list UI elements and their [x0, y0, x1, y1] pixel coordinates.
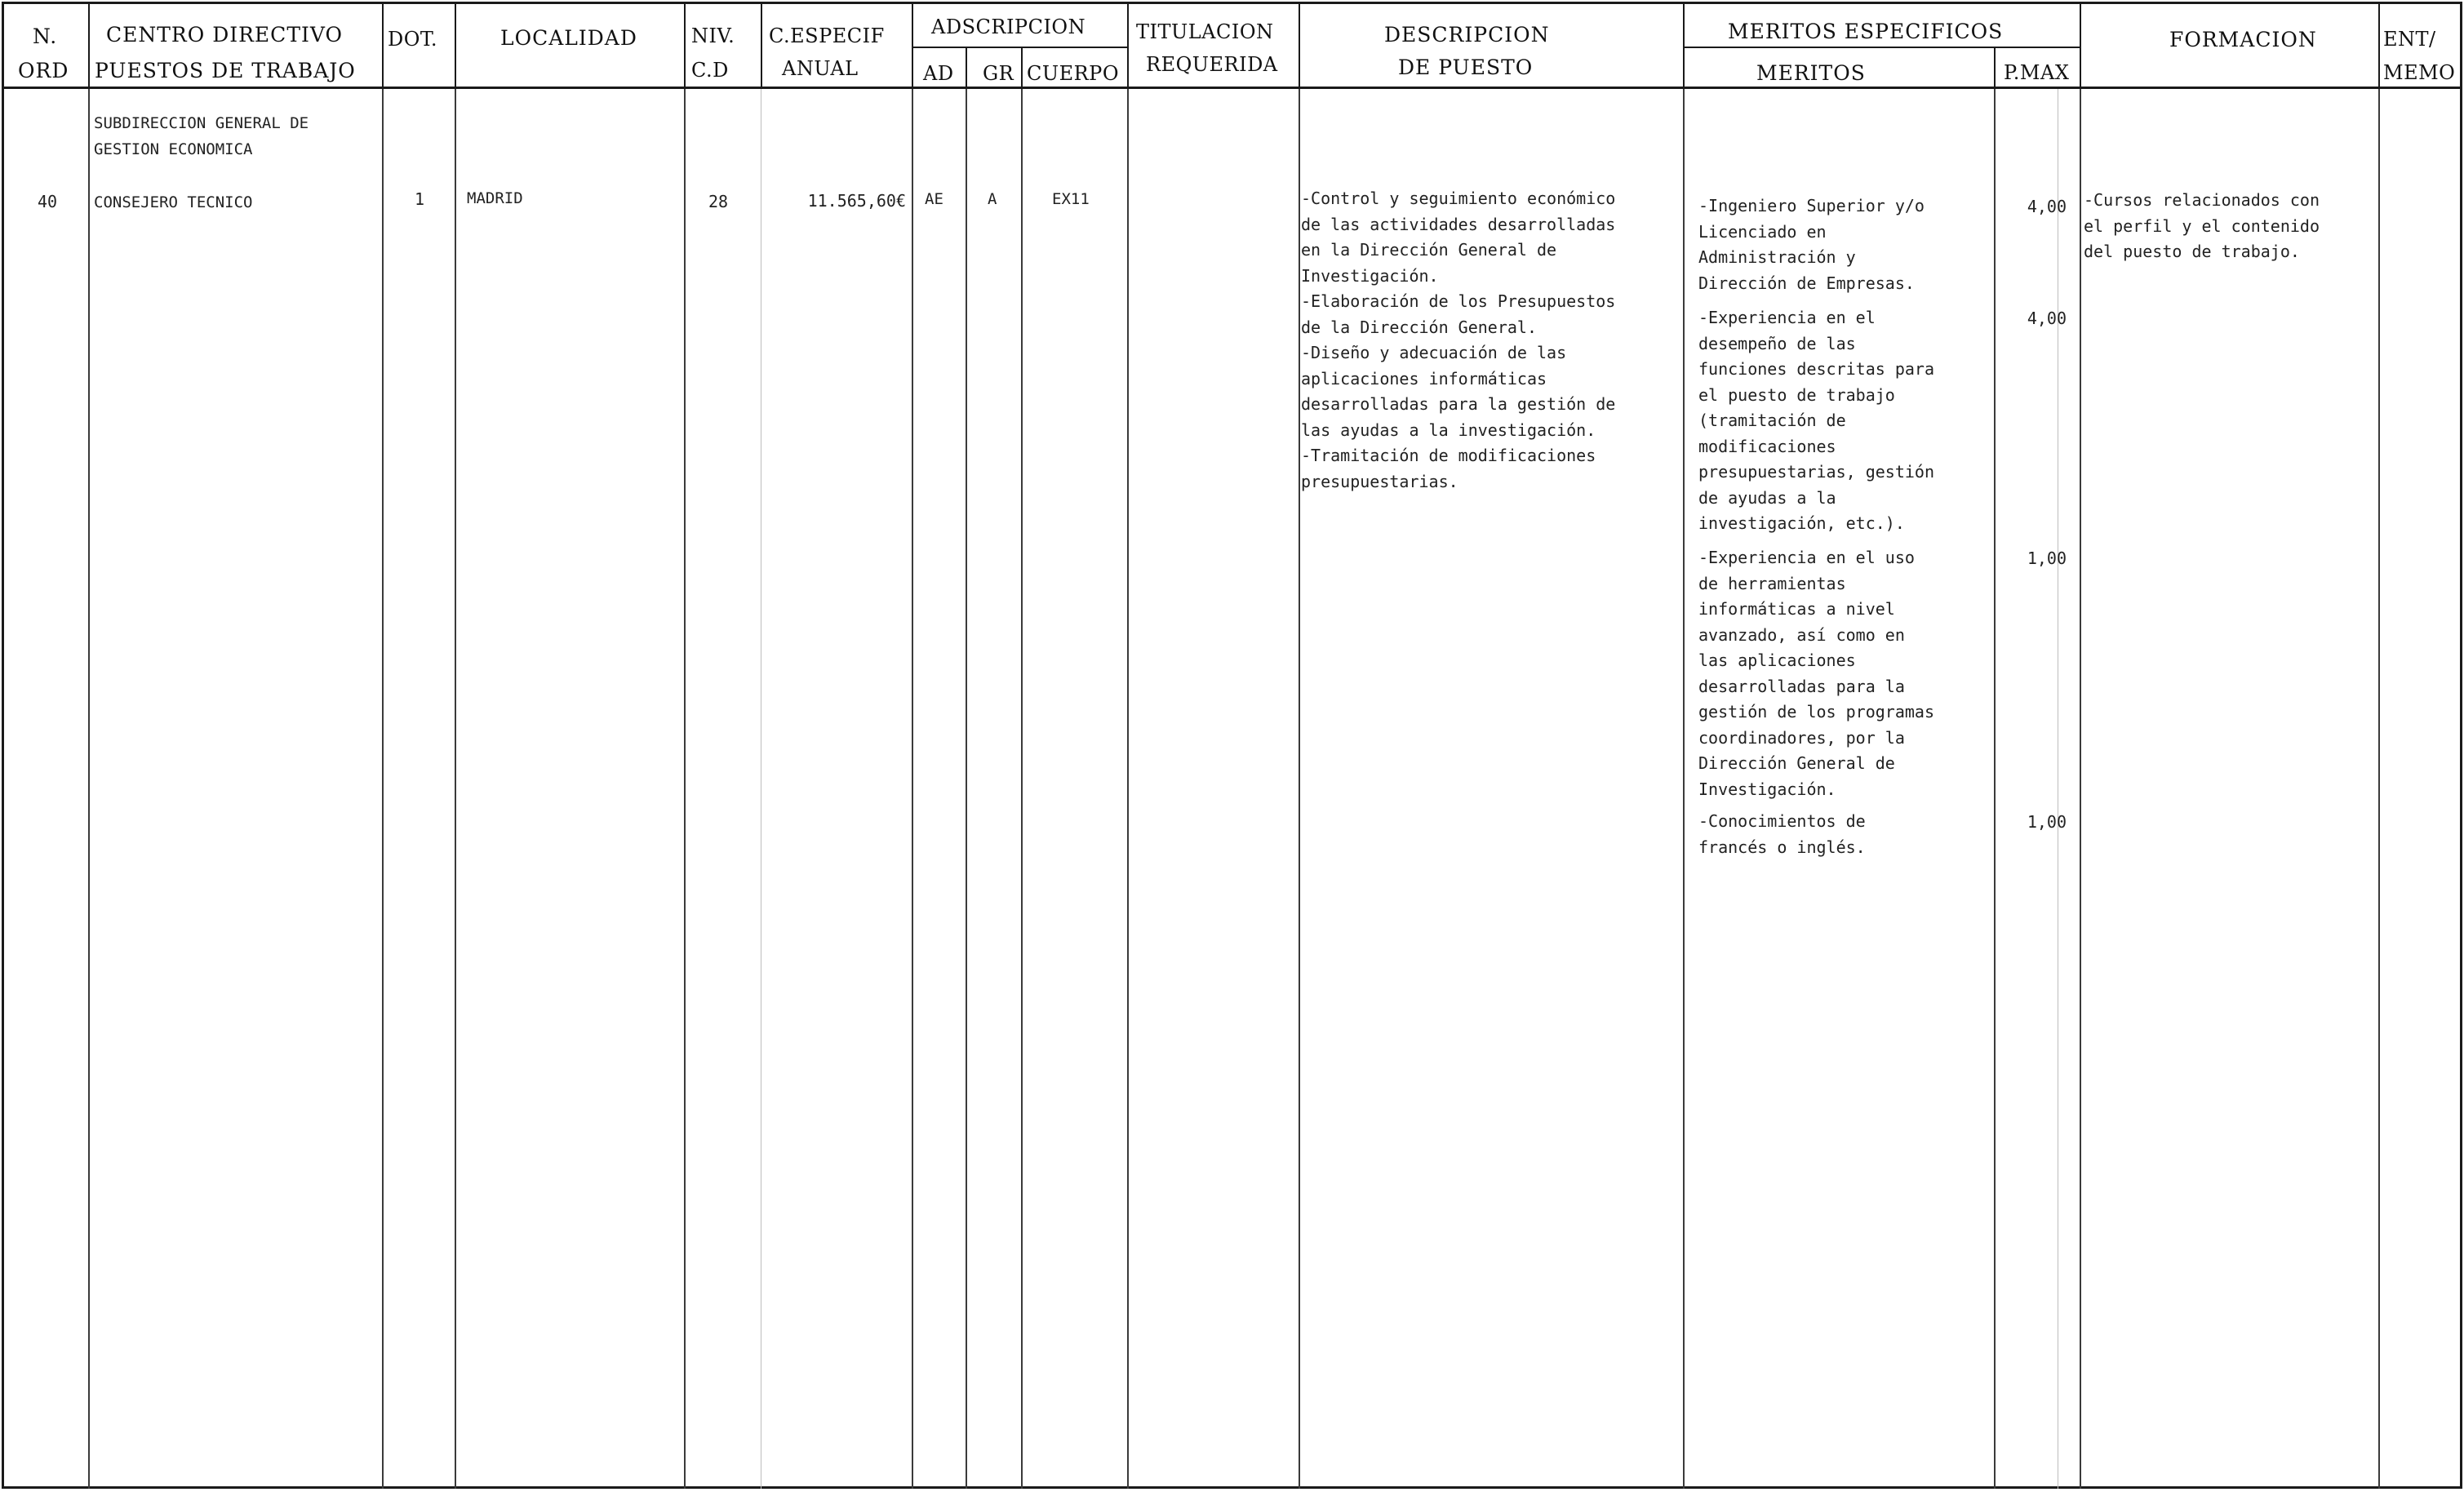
adscripcion-subheader-rule	[912, 47, 1128, 48]
col-divider	[1683, 2, 1685, 87]
body-col-divider	[455, 89, 456, 1489]
descripcion-line: Investigación.	[1301, 265, 1439, 286]
header-memo: MEMO	[2383, 61, 2456, 84]
header-meritos-especificos: MERITOS ESPECIFICOS	[1728, 20, 2004, 43]
body-col-divider	[1994, 89, 1996, 1489]
header-adscripcion: ADSCRIPCION	[931, 16, 1086, 38]
merito-line: Dirección General de	[1698, 753, 1895, 773]
merito-pmax: 4,00	[2027, 309, 2067, 328]
body-col-divider	[382, 89, 384, 1489]
header-requerida: REQUERIDA	[1146, 53, 1278, 76]
header-meritos: MERITOS	[1756, 61, 1866, 85]
merito-line: de herramientas	[1698, 573, 1846, 593]
merito-item	[1698, 809, 1866, 860]
body-col-divider	[912, 89, 913, 1489]
body-col-divider	[1299, 89, 1300, 1489]
header-cuerpo: CUERPO	[1027, 62, 1120, 85]
descripcion-line: de las actividades desarrolladas	[1301, 214, 1616, 234]
merito-line: investigación, etc.).	[1698, 513, 1905, 533]
header-dot: DOT.	[388, 28, 438, 51]
meritos-subheader-rule	[1683, 47, 2080, 48]
body-col-divider	[2080, 89, 2081, 1489]
descripcion-line: -Tramitación de modificaciones	[1301, 446, 1596, 465]
row-n-ord: 40	[38, 192, 58, 211]
merito-pmax: 1,00	[2027, 548, 2067, 568]
row-complemento-especifico: 11.565,60€	[807, 191, 906, 211]
row-formacion	[2084, 188, 2320, 265]
col-divider	[1994, 47, 1996, 87]
merito-line: Investigación.	[1698, 779, 1836, 799]
header-ent: ENT/	[2383, 28, 2436, 51]
header-bottom-rule	[2, 87, 2462, 89]
col-divider	[455, 2, 456, 87]
col-divider	[88, 2, 90, 87]
descripcion-line: aplicaciones informáticas	[1301, 368, 1547, 389]
header-localidad: LOCALIDAD	[500, 26, 637, 50]
merito-line: de ayudas a la	[1698, 487, 1836, 508]
body-col-divider	[1683, 89, 1685, 1489]
formacion-line: del puesto de trabajo.	[2084, 242, 2300, 261]
section-title-line-1: SUBDIRECCION GENERAL DE	[94, 114, 309, 132]
merito-line: las aplicaciones	[1698, 651, 1856, 670]
header-pmax: P.MAX	[2004, 61, 2070, 84]
body-col-divider	[966, 89, 967, 1489]
col-divider	[761, 2, 762, 87]
descripcion-line: -Diseño y adecuación de las	[1301, 343, 1567, 362]
merito-line: desempeño de las	[1698, 333, 1856, 353]
col-divider	[1299, 2, 1300, 87]
merito-line: francés o inglés.	[1698, 837, 1866, 857]
descripcion-line: desarrolladas para la gestión de	[1301, 394, 1616, 414]
header-titulacion: TITULACION	[1136, 20, 1274, 43]
col-divider	[912, 2, 913, 87]
merito-line: el puesto de trabajo	[1698, 384, 1895, 405]
merito-line: modificaciones	[1698, 436, 1836, 456]
formacion-line: -Cursos relacionados con	[2084, 190, 2320, 210]
col-divider	[2080, 2, 2081, 87]
merito-line: desarrolladas para la	[1698, 676, 1905, 696]
header-centro-directivo: CENTRO DIRECTIVO	[106, 23, 343, 47]
merito-pmax: 4,00	[2027, 197, 2067, 216]
merito-line: Administración y	[1698, 247, 1856, 267]
col-divider	[1021, 47, 1023, 87]
merito-line: coordinadores, por la	[1698, 727, 1905, 748]
merito-item	[1698, 305, 1934, 537]
header-niv: NIV.	[691, 24, 735, 47]
descripcion-line: las ayudas a la investigación.	[1301, 420, 1596, 440]
merito-pmax: 1,00	[2027, 812, 2067, 832]
header-anual: ANUAL	[782, 57, 859, 80]
header-de-puesto: DE PUESTO	[1398, 56, 1534, 79]
merito-line: -Conocimientos de	[1698, 811, 1866, 831]
body-col-divider	[684, 89, 686, 1489]
row-ad: AE	[925, 190, 943, 208]
descripcion-line: de la Dirección General.	[1301, 317, 1537, 337]
row-localidad: MADRID	[467, 189, 523, 207]
row-descripcion	[1301, 186, 1615, 495]
merito-line: gestión de los programas	[1698, 702, 1934, 722]
body-col-divider	[1127, 89, 1129, 1489]
merito-line: Licenciado en	[1698, 221, 1827, 242]
col-divider	[2378, 2, 2380, 87]
merito-line: avanzado, así como en	[1698, 624, 1905, 645]
header-c-especif: C.ESPECIF	[769, 24, 885, 47]
merito-item	[1698, 193, 1925, 296]
row-cuerpo: EX11	[1052, 190, 1090, 208]
formacion-line: el perfil y el contenido	[2084, 215, 2320, 236]
header-formacion: FORMACION	[2169, 28, 2317, 51]
descripcion-line: en la Dirección General de	[1301, 240, 1557, 260]
header-cd: C.D	[691, 59, 729, 82]
descripcion-line: -Control y seguimiento económico	[1301, 189, 1616, 208]
merito-line: -Experiencia en el uso	[1698, 548, 1915, 567]
header-descripcion: DESCRIPCION	[1384, 23, 1550, 47]
row-puesto: CONSEJERO TECNICO	[94, 193, 253, 211]
header-n: N.	[33, 24, 58, 48]
header-ord: ORD	[18, 59, 69, 82]
header-ad: AD	[923, 62, 954, 85]
header-gr: GR	[983, 62, 1014, 85]
merito-line: (tramitación de	[1698, 411, 1846, 430]
col-divider	[966, 47, 967, 87]
merito-line: informáticas a nivel	[1698, 599, 1895, 619]
header-puestos-de-trabajo: PUESTOS DE TRABAJO	[95, 59, 356, 82]
merito-line: -Experiencia en el	[1698, 308, 1876, 327]
col-divider	[382, 2, 384, 87]
row-nivel: 28	[708, 192, 729, 211]
merito-line: -Ingeniero Superior y/o	[1698, 196, 1925, 215]
section-title-line-2: GESTION ECONOMICA	[94, 140, 253, 158]
row-dot: 1	[415, 189, 425, 209]
descripcion-line: -Elaboración de los Presupuestos	[1301, 291, 1616, 311]
merito-line: presupuestarias, gestión	[1698, 462, 1934, 482]
col-divider	[1127, 2, 1129, 87]
merito-line: funciones descritas para	[1698, 359, 1934, 379]
row-gr: A	[988, 190, 997, 208]
body-col-divider	[1021, 89, 1023, 1489]
descripcion-line: presupuestarias.	[1301, 471, 1458, 491]
merito-item	[1698, 545, 1934, 802]
merito-line: Dirección de Empresas.	[1698, 273, 1915, 293]
body-col-divider	[88, 89, 90, 1489]
col-divider	[684, 2, 686, 87]
body-col-divider	[2378, 89, 2380, 1489]
